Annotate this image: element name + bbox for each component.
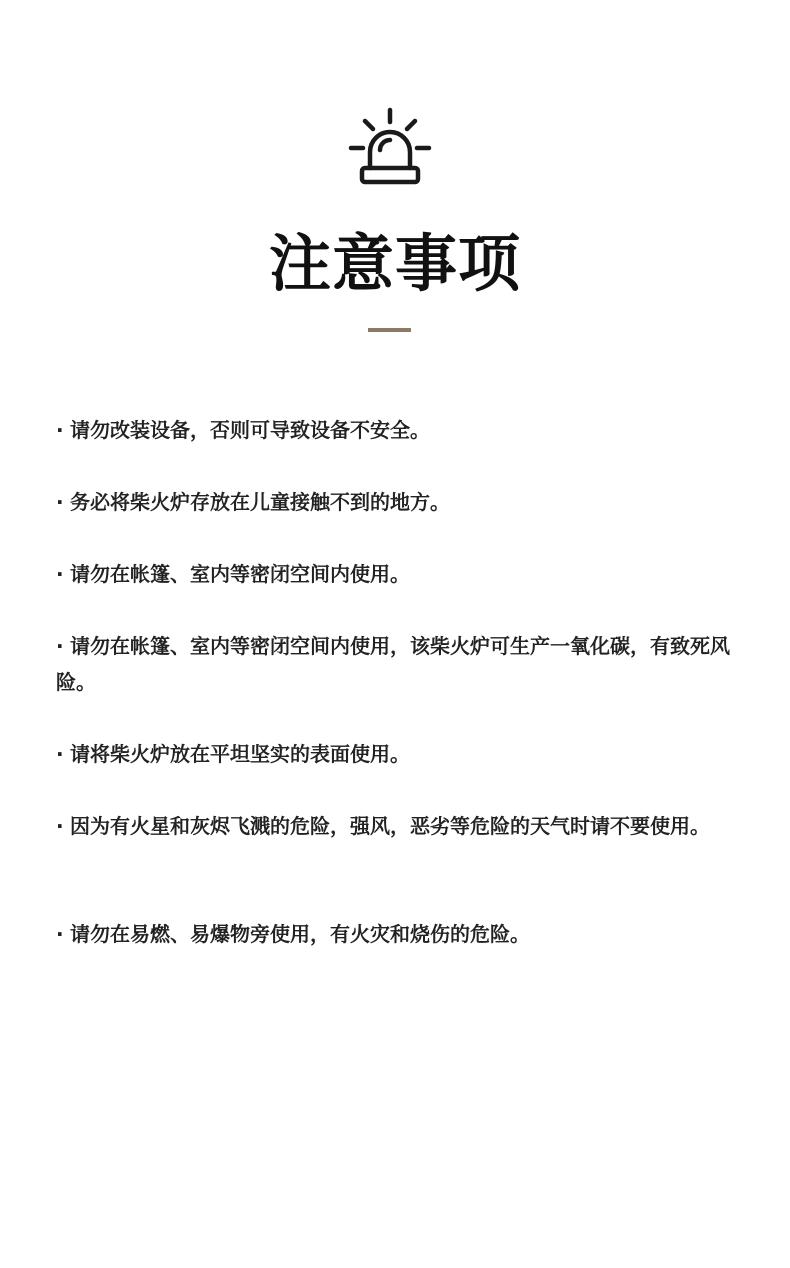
bullet: · <box>56 742 64 766</box>
note-text: 请勿在帐篷、室内等密闭空间内使用，该柴火炉可生产一氧化碳，有致死风险。 <box>56 634 730 694</box>
note-item <box>56 556 746 592</box>
note-text: 请勿在易燃、易爆物旁使用，有火灾和烧伤的危险。 <box>70 922 530 946</box>
note-item <box>56 916 746 952</box>
title-divider <box>368 328 411 332</box>
page-title: 注意事项 <box>268 227 521 300</box>
note-text: 请勿改装设备，否则可导致设备不安全。 <box>70 418 430 442</box>
bullet: · <box>56 562 64 586</box>
bullet: · <box>56 418 64 442</box>
note-item <box>56 412 746 448</box>
note-item <box>56 808 746 844</box>
note-text: 因为有火星和灰烬飞溅的危险，强风，恶劣等危险的天气时请不要使用。 <box>70 814 710 838</box>
note-text: 务必将柴火炉存放在儿童接触不到的地方。 <box>70 490 450 514</box>
bullet: · <box>56 814 64 838</box>
note-text: 请勿在帐篷、室内等密闭空间内使用。 <box>70 562 410 586</box>
bullet: · <box>56 490 64 514</box>
bullet: · <box>56 922 64 946</box>
note-item <box>56 484 746 520</box>
alarm-siren-icon <box>345 104 435 190</box>
bullet: · <box>56 634 64 658</box>
note-text: 请将柴火炉放在平坦坚实的表面使用。 <box>70 742 410 766</box>
note-item <box>56 736 746 772</box>
note-item <box>56 628 746 700</box>
